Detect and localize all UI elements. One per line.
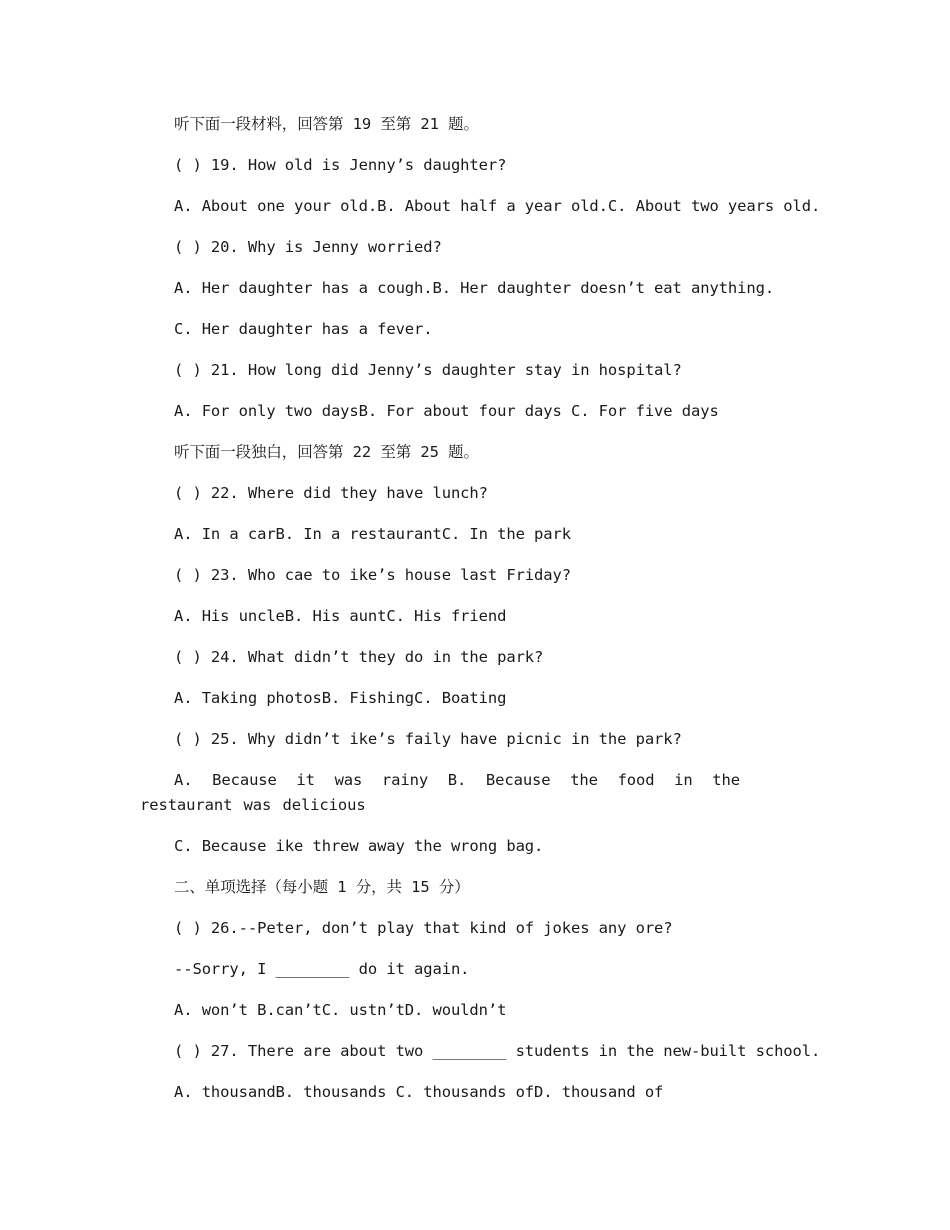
question-24: ( ) 24. What didn’t they do in the park? bbox=[174, 648, 544, 666]
options-25-ab: A. Because it was rainy B. Because the food in the restaurant was delicious bbox=[140, 771, 740, 814]
question-20: ( ) 20. Why is Jenny worried? bbox=[174, 238, 442, 256]
options-22: A. In a carB. In a restaurantC. In the park bbox=[174, 525, 571, 543]
options-19: A. About one your old.B. About half a year old.C. About two years old. bbox=[174, 197, 821, 215]
question-27: ( ) 27. There are about two ________ students in the new-built school. bbox=[174, 1042, 821, 1060]
section-heading-single-choice: 二、单项选择（每小题 1 分，共 15 分） bbox=[174, 878, 470, 896]
options-26: A. won’t B.can’tC. ustn’tD. wouldn’t bbox=[174, 1001, 507, 1019]
question-21: ( ) 21. How long did Jenny’s daughter stay in hospital? bbox=[174, 361, 682, 379]
section-heading-listening-19-21: 听下面一段材料，回答第 19 至第 21 题。 bbox=[174, 115, 479, 133]
options-20-ab: A. Her daughter has a cough.B. Her daughter doesn’t eat anything. bbox=[174, 279, 775, 297]
question-26: ( ) 26.--Peter, don’t play that kind of jokes any ore? bbox=[174, 919, 673, 937]
options-24: A. Taking photosB. FishingC. Boating bbox=[174, 689, 507, 707]
question-25: ( ) 25. Why didn’t ike’s faily have picnic in the park? bbox=[174, 730, 682, 748]
question-19: ( ) 19. How old is Jenny’s daughter? bbox=[174, 156, 507, 174]
question-22: ( ) 22. Where did they have lunch? bbox=[174, 484, 488, 502]
options-25-c: C. Because ike threw away the wrong bag. bbox=[174, 837, 544, 855]
options-21: A. For only two daysB. For about four days C. For five days bbox=[174, 402, 719, 420]
options-23: A. His uncleB. His auntC. His friend bbox=[174, 607, 507, 625]
question-26-reply: --Sorry, I ________ do it again. bbox=[174, 960, 470, 978]
question-23: ( ) 23. Who cae to ike’s house last Friday? bbox=[174, 566, 571, 584]
options-20-c: C. Her daughter has a fever. bbox=[174, 320, 433, 338]
options-27: A. thousandB. thousands C. thousands ofD. thousand of bbox=[174, 1083, 664, 1101]
section-heading-listening-22-25: 听下面一段独白，回答第 22 至第 25 题。 bbox=[174, 443, 479, 461]
